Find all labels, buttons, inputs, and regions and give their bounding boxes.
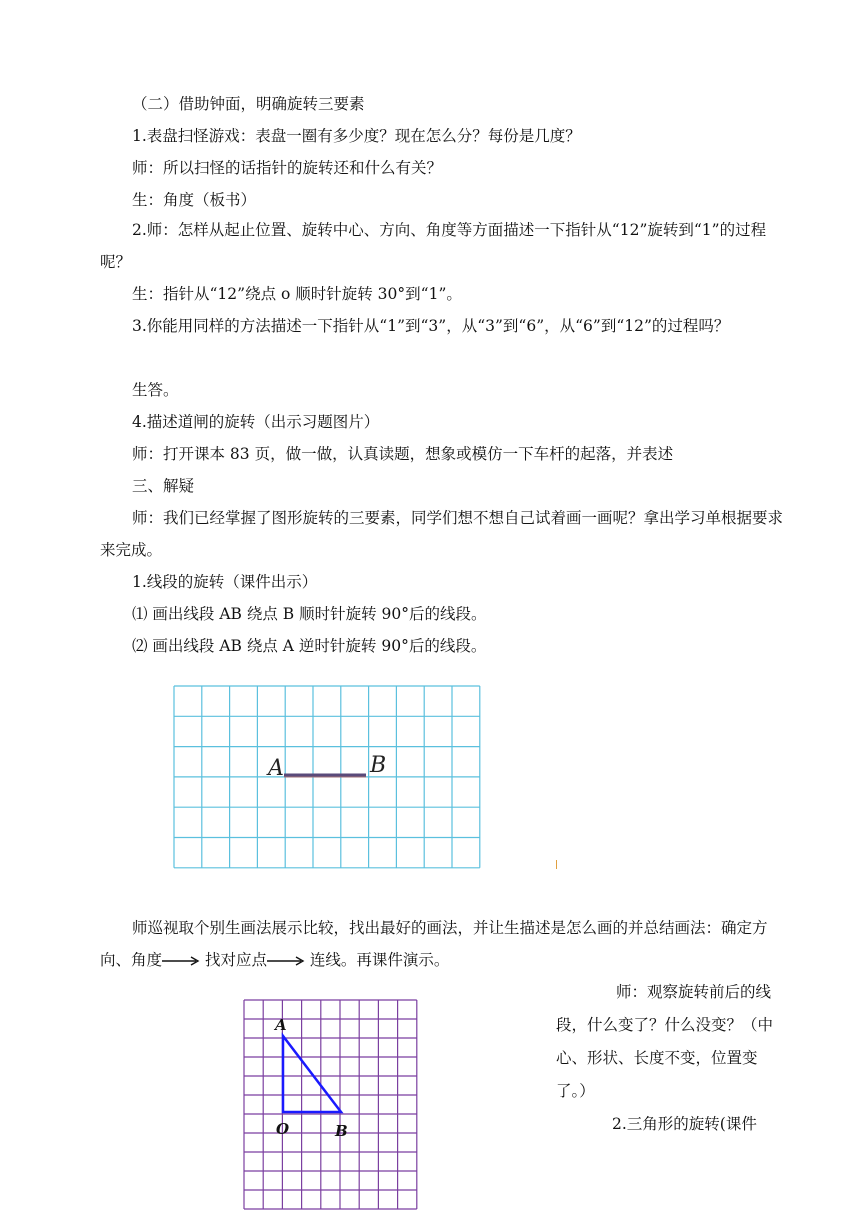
paragraph: 2.师：怎样从起止位置、旋转中心、方向、角度等方面描述一下指针从“12”旋转到“1”的过程呢？: [100, 221, 767, 271]
paragraph: 4.描述道闸的旋转（出示习题图片）: [132, 413, 380, 431]
arrow-icon: [162, 956, 200, 966]
paragraph: 生答。: [132, 381, 179, 399]
arrow-icon: [267, 956, 305, 966]
summary-part1: 师巡视取个别生画法展示比较，找出最好的画法，并让生描述是怎么画的并总结画法：确定方向、角度: [100, 919, 768, 969]
paragraph: 3.你能用同样的方法描述一下指针从“1”到“3”，从“3”到“6”，从“6”到“12”的过程吗？: [132, 317, 730, 335]
label-b: B: [370, 753, 387, 778]
segment-grid-figure: [172, 684, 482, 870]
side-question: 师：观察旋转前后的线段，什么变了？什么没变？（中心、形状、长度不变，位置变了。）: [556, 983, 774, 1100]
label-o: O: [276, 1120, 290, 1138]
paragraph: 师：打开课本 83 页，做一做，认真读题，想象或模仿一下车杆的起落，并表述: [132, 445, 674, 463]
summary-paragraph: [100, 912, 784, 976]
paragraph: 1.线段的旋转（课件出示）: [132, 573, 318, 591]
label-b: B: [335, 1122, 348, 1140]
section-heading: 三、解疑: [132, 477, 195, 495]
paragraph: 师：所以扫怪的话指针的旋转还和什么有关？: [132, 159, 443, 177]
paragraph: 生：指针从“12”绕点 o 顺时针旋转 30°到“1”。: [132, 285, 462, 303]
section-heading: （二）借助钟面，明确旋转三要素: [132, 95, 365, 113]
task-item: ⑴ 画出线段 AB 绕点 B 顺时针旋转 90°后的线段。: [132, 605, 487, 623]
stray-mark: [556, 860, 557, 869]
label-a: A: [268, 756, 284, 781]
paragraph: 生：角度（板书）: [132, 191, 257, 209]
paragraph: 师：我们已经掌握了图形旋转的三要素，同学们想不想自己试着画一画呢？拿出学习单根据要求来完成。: [100, 509, 784, 559]
paragraph: 1.表盘扫怪游戏：表盘一圈有多少度？现在怎么分？每份是几度？: [132, 127, 581, 145]
summary-part3: 连线。再课件演示。: [309, 951, 450, 969]
triangle-grid-figure: [242, 998, 420, 1210]
label-a: A: [275, 1016, 287, 1034]
task-item: ⑵ 画出线段 AB 绕点 A 逆时针旋转 90°后的线段。: [132, 637, 487, 655]
grid-lines: [244, 1000, 417, 1209]
side-next-item: 2.三角形的旋转(课件: [612, 1115, 757, 1133]
triangle-aob: [283, 1036, 341, 1112]
summary-part2: 找对应点: [204, 951, 267, 969]
